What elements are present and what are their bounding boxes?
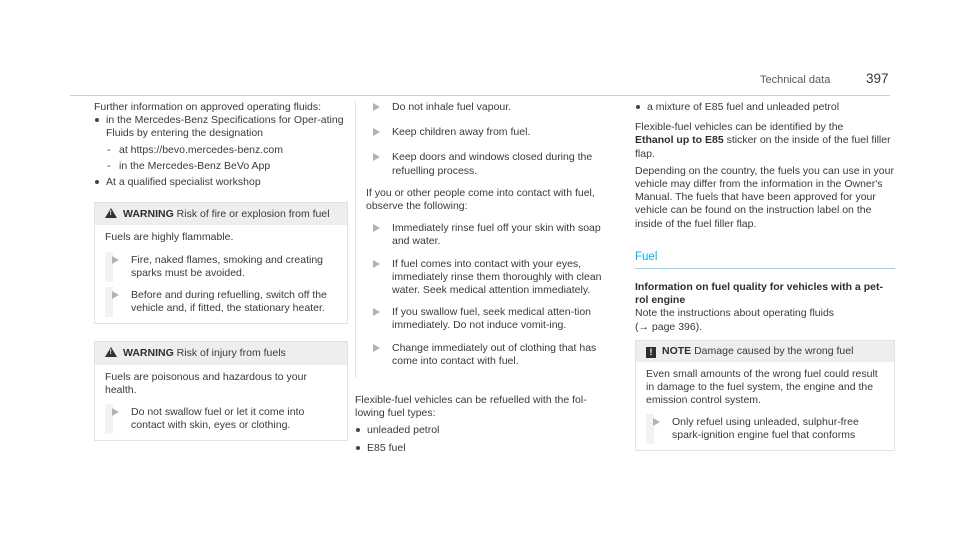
operating-fluids-note: Note the instructions about operating fluids	[635, 307, 835, 320]
instruction-step: Keep doors and windows closed during the refuelling process.	[366, 151, 615, 177]
warning-continuation	[355, 101, 615, 378]
notice-header: ! NOTE Damage caused by the wrong fuel	[636, 341, 894, 362]
dash-icon: -	[107, 159, 111, 172]
warning-triangle-icon	[105, 347, 117, 357]
arrow-right-icon	[112, 256, 119, 264]
instruction-step: Fire, naked flames, smoking and creating sparks must be avoided.	[105, 254, 339, 280]
notice-body: Even small amounts of the wrong fuel could result in damage to the fuel system, the engine and the emission control system. Only refuel using unleaded, sulphur-free spark-ignition engine fuel that conforms	[636, 362, 894, 450]
section-heading-fuel: Fuel	[635, 251, 895, 269]
column-right	[635, 101, 895, 451]
fuel-type-list	[355, 424, 615, 454]
list-item: E85 fuel	[355, 442, 615, 455]
instruction-step: Immediately rinse fuel off your skin with soap and water.	[366, 222, 615, 248]
bullet-icon	[95, 180, 99, 184]
fuel-types-intro: Flexible-fuel vehicles can be refuelled with the fol-lowing fuel types:	[355, 394, 587, 420]
warning-body: Fuels are highly flammable. Fire, naked flames, smoking and creating sparks must be avoided. Before and during refuelling, switch off the vehicle and, if fitted, the stationary heater.	[95, 225, 347, 323]
warning-injury-box	[94, 341, 348, 441]
warning-triangle-icon	[105, 208, 117, 218]
header-divider	[70, 95, 890, 96]
arrow-right-icon	[112, 291, 119, 299]
warning-header: !WARNING Risk of fire or explosion from fuel	[95, 203, 347, 225]
page-reference[interactable]: (→ page 396).	[635, 320, 703, 333]
instruction-step: Keep children away from fuel.	[366, 126, 615, 139]
arrow-right-icon	[112, 408, 119, 416]
list-item: a mixture of E85 fuel and unleaded petrol	[635, 101, 895, 114]
arrow-right-icon	[373, 344, 380, 352]
identification-text: Flexible-fuel vehicles can be identified by the Ethanol up to E85 sticker on the inside of the fuel filler flap.	[635, 121, 891, 160]
arrow-right-icon	[373, 153, 380, 161]
arrow-right-icon	[373, 224, 380, 232]
column-left	[94, 101, 348, 441]
instruction-step: Do not swallow fuel or let it come into contact with skin, eyes or clothing.	[105, 406, 339, 432]
dash-icon: -	[107, 143, 111, 156]
instruction-step: Only refuel using unleaded, sulphur-free spark-ignition engine fuel that conforms	[646, 416, 886, 442]
operating-fluids-intro: Further information on approved operating fluids:	[94, 101, 322, 113]
arrow-right-icon	[373, 260, 380, 268]
country-info-text: Depending on the country, the fuels you can use in your vehicle may differ from the information in the Owner's Manual. The fuels that have been approved for your vehicle can be found on the instruction label on the inside of the fuel filler flap.	[635, 164, 894, 230]
notice-exclamation-icon: !	[646, 347, 656, 358]
sticker-label: Ethanol up to E85	[635, 134, 724, 147]
arrow-right-icon	[373, 103, 380, 111]
list-item: in the Mercedes-Benz Specifications for Oper-ating Fluids by entering the designation	[94, 114, 348, 140]
bullet-icon	[636, 105, 640, 109]
arrow-right-icon	[653, 418, 660, 426]
instruction-step: Before and during refuelling, switch off the vehicle and, if fitted, the stationary heater.	[105, 289, 339, 315]
warning-fire-box	[94, 202, 348, 324]
fuel-type-list-continued	[635, 101, 895, 114]
arrow-right-icon	[373, 128, 380, 136]
bullet-icon	[356, 428, 360, 432]
list-item: unleaded petrol	[355, 424, 615, 437]
arrow-right-icon	[373, 308, 380, 316]
list-item: - in the Mercedes-Benz BeVo App	[107, 159, 271, 172]
info-source-list	[94, 114, 348, 189]
instruction-step: If fuel comes into contact with your eyes, immediately rinse them thoroughly with clean water. Seek medical attention immediately.	[366, 258, 615, 298]
fuel-quality-heading: Information on fuel quality for vehicles with a pet-rol engine	[635, 281, 883, 307]
bullet-icon	[356, 446, 360, 450]
instruction-step: If you swallow fuel, seek medical atten-tion immediately. Do not induce vomit-ing.	[366, 306, 615, 332]
contact-intro: If you or other people come into contact with fuel, observe the following:	[366, 186, 595, 213]
notice-fuel-box	[635, 340, 895, 451]
warning-header: !WARNING Risk of injury from fuels	[95, 342, 347, 364]
page-number: 397	[866, 71, 889, 86]
column-middle	[355, 101, 615, 455]
list-item: At a qualified specialist workshop	[94, 176, 348, 189]
list-item: - at https://bevo.mercedes-benz.com	[107, 143, 283, 156]
section-title: Technical data	[760, 74, 831, 86]
instruction-step: Change immediately out of clothing that has come into contact with fuel.	[366, 342, 615, 378]
instruction-step: Do not inhale fuel vapour.	[366, 101, 615, 114]
bullet-icon	[95, 118, 99, 122]
warning-body: Fuels are poisonous and hazardous to your health. Do not swallow fuel or let it come into contact with skin, eyes or clothing.	[95, 365, 347, 441]
